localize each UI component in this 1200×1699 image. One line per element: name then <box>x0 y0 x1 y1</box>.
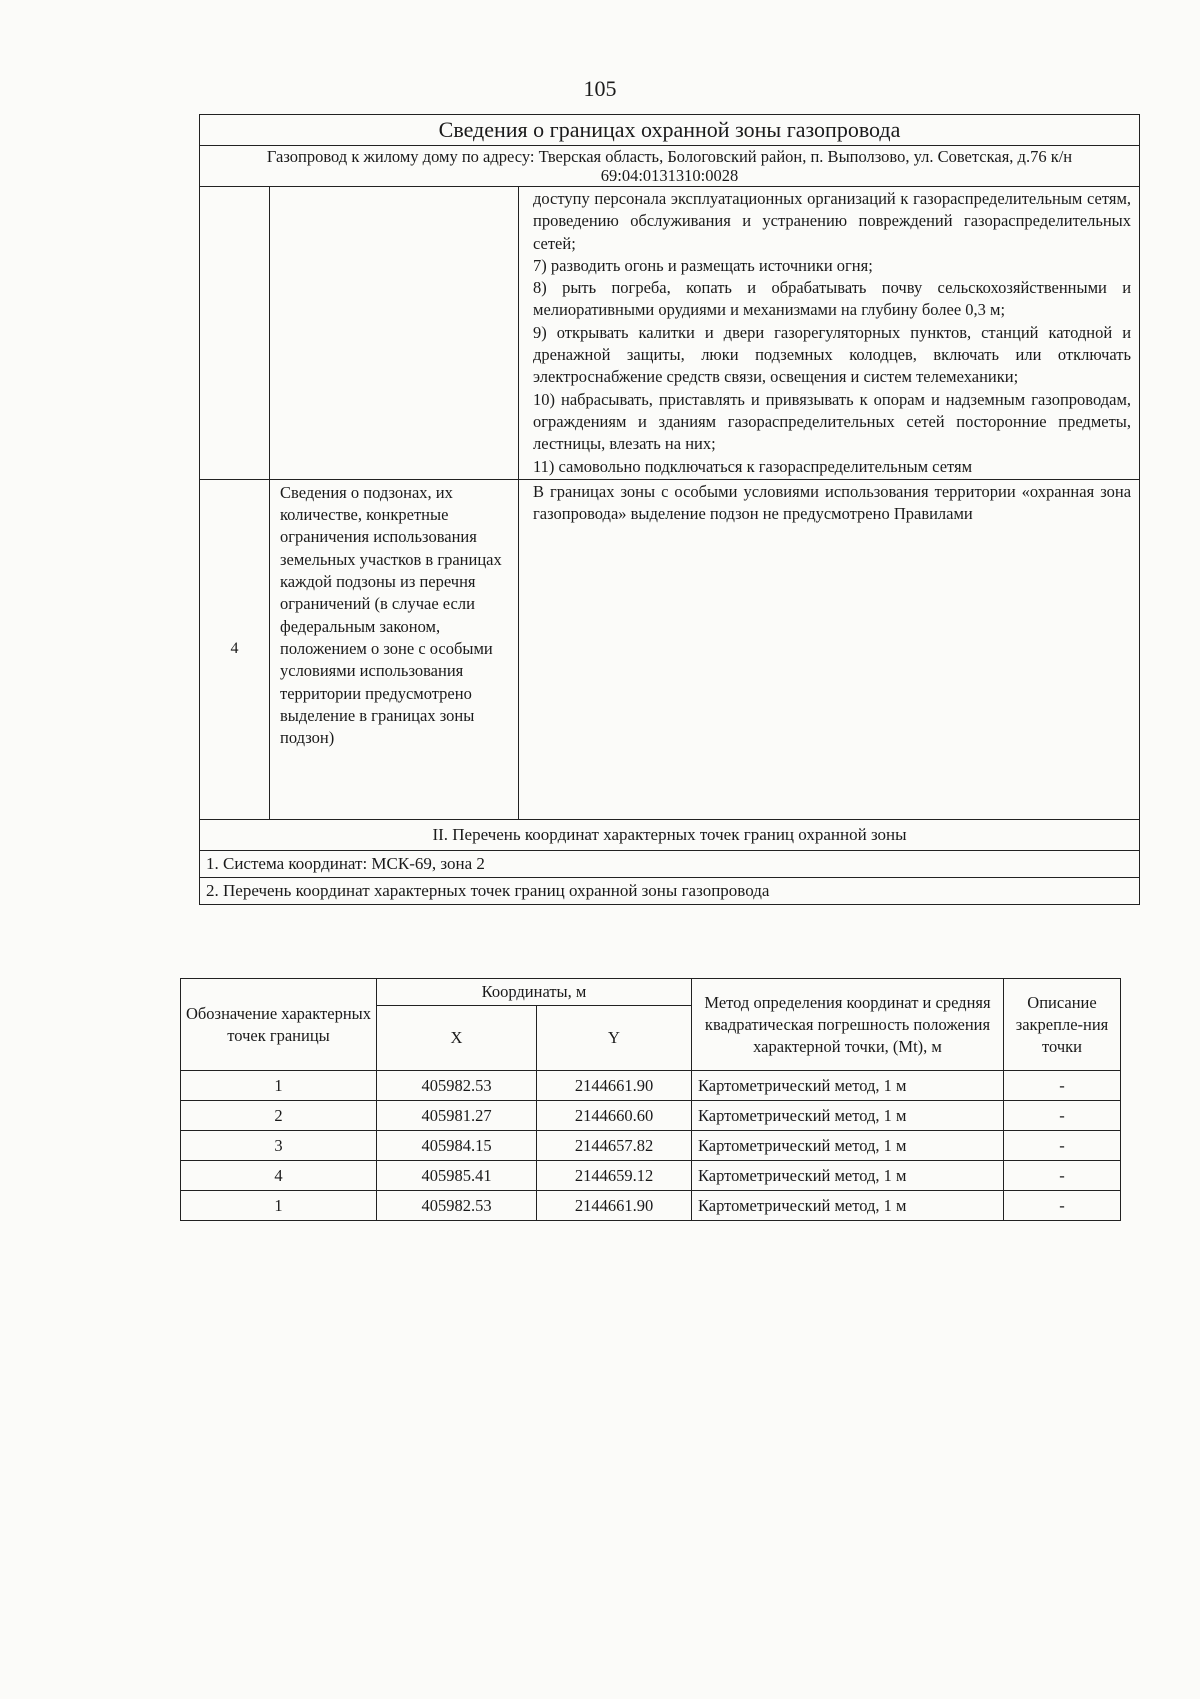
x-value: 405981.27 <box>377 1101 537 1131</box>
coordinate-list-title: 2. Перечень координат характерных точек границ охранной зоны газопровода <box>200 877 1140 904</box>
x-value: 405985.41 <box>377 1161 537 1191</box>
pipeline-address: Газопровод к жилому дому по адресу: Тверская область, Бологовский район, п. Выползово, ул. Советская, д.76 к/н 69:04:0131310:0028 <box>200 146 1140 187</box>
y-value: 2144657.82 <box>537 1131 692 1161</box>
method-value: Картометрический метод, 1 м <box>692 1101 1004 1131</box>
restrictions-continued <box>519 187 1140 480</box>
point-label: 3 <box>181 1131 377 1161</box>
coordinates-table <box>180 978 1120 1221</box>
boundary-info-table <box>199 114 1139 905</box>
y-value: 2144661.90 <box>537 1191 692 1221</box>
x-value: 405982.53 <box>377 1071 537 1101</box>
document-title: Сведения о границах охранной зоны газопровода <box>200 115 1140 146</box>
list-item: 10) набрасывать, приставлять и привязывать к опорам и надземным газопроводам, ограждениям и зданиям газораспределительных сетей посторонние предметы, лестницы, влезать на них; <box>533 389 1132 454</box>
header-x: X <box>377 1006 537 1071</box>
method-value: Картометрический метод, 1 м <box>692 1131 1004 1161</box>
table-row <box>181 1101 1121 1131</box>
header-coordinates: Координаты, м <box>377 979 692 1006</box>
table-row <box>181 1071 1121 1101</box>
list-item: 7) разводить огонь и размещать источники огня; <box>533 255 873 275</box>
method-value: Картометрический метод, 1 м <box>692 1161 1004 1191</box>
table-row <box>181 1131 1121 1161</box>
method-value: Картометрический метод, 1 м <box>692 1071 1004 1101</box>
list-item: 9) открывать калитки и двери газорегуляторных пунктов, станций катодной и дренажной защиты, люки подземных колодцев, включать или отключать электроснабжение средств связи, освещения и систем телемеханики; <box>533 322 1132 387</box>
row-label-cell <box>270 187 519 480</box>
row-number-cell <box>200 187 270 480</box>
point-label: 2 <box>181 1101 377 1131</box>
section-2-title: II. Перечень координат характерных точек границ охранной зоны <box>200 819 1140 850</box>
subzones-label: Сведения о подзонах, их количестве, конкретные ограничения использования земельных участков в границах каждой подзоны из перечня ограничений (в случае если федеральным законом, положением о зоне с особыми условиями использования территории предусмотрено выделение в границах зоны подзон) <box>270 479 519 819</box>
coordinate-system: 1. Система координат: МСК-69, зона 2 <box>200 850 1140 877</box>
page-number: 105 <box>583 76 617 101</box>
table-row <box>181 1161 1121 1191</box>
header-y: Y <box>537 1006 692 1071</box>
point-label: 1 <box>181 1191 377 1221</box>
x-value: 405982.53 <box>377 1191 537 1221</box>
table-row <box>200 479 1140 819</box>
y-value: 2144660.60 <box>537 1101 692 1131</box>
point-label: 1 <box>181 1071 377 1101</box>
y-value: 2144661.90 <box>537 1071 692 1101</box>
table-row <box>181 1191 1121 1221</box>
point-label: 4 <box>181 1161 377 1191</box>
list-item: 11) самовольно подключаться к газораспределительным сетям <box>533 456 973 476</box>
description-value: - <box>1004 1101 1121 1131</box>
header-point: Обозначение характерных точек границы <box>181 979 377 1071</box>
description-value: - <box>1004 1161 1121 1191</box>
method-value: Картометрический метод, 1 м <box>692 1191 1004 1221</box>
row-number: 4 <box>200 479 270 819</box>
y-value: 2144659.12 <box>537 1161 692 1191</box>
description-value: - <box>1004 1131 1121 1161</box>
header-description: Описание закрепле-ния точки <box>1004 979 1121 1071</box>
x-value: 405984.15 <box>377 1131 537 1161</box>
table-row <box>200 187 1140 480</box>
list-item: доступу персонала эксплуатационных организаций к газораспределительным сетям, проведению обслуживания и устранению повреждений газораспределительных сетей; <box>533 189 1132 253</box>
subzones-value: В границах зоны с особыми условиями использования территории «охранная зона газопровода» выделение подзон не предусмотрено Правилами <box>519 479 1140 819</box>
header-method: Метод определения координат и средняя квадратическая погрешность положения характерной точки, (Mt), м <box>692 979 1004 1071</box>
description-value: - <box>1004 1071 1121 1101</box>
list-item: 8) рыть погреба, копать и обрабатывать почву сельскохозяйственными и мелиоративными орудиями и механизмами на глубину более 0,3 м; <box>533 278 1132 320</box>
description-value: - <box>1004 1191 1121 1221</box>
